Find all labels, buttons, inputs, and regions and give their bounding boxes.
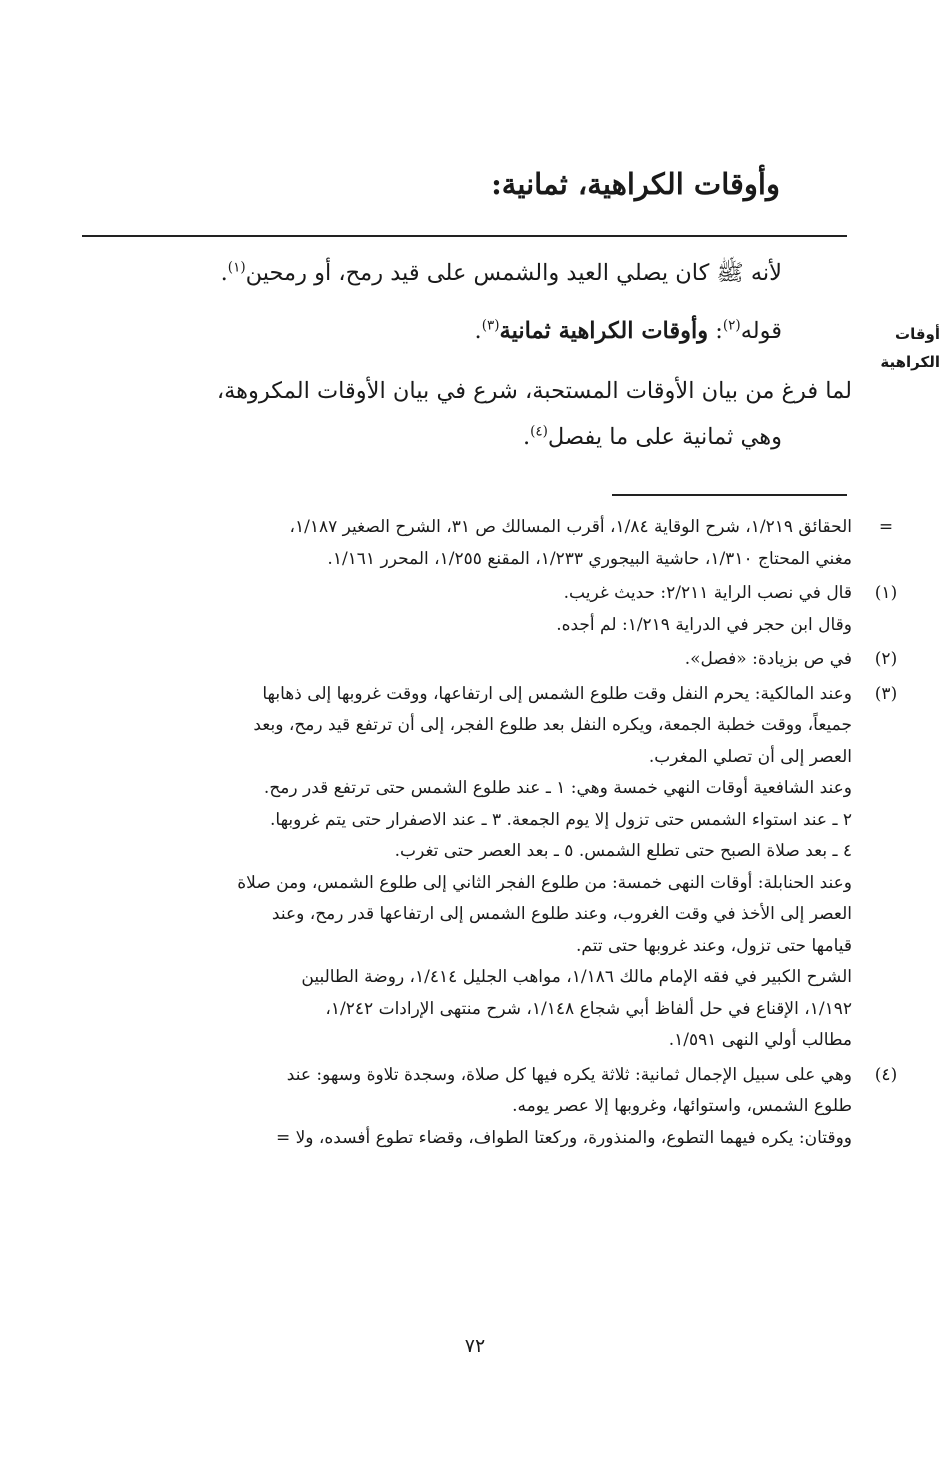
footnote-line: وعند المالكية: يحرم النفل وقت طلوع الشمس إلى ارتفاعها، ووقت غروبها إلى ذهابها: [262, 683, 852, 704]
footnote-4: [78, 1060, 898, 1155]
margin-label-line2: الكراهية: [880, 353, 940, 371]
footnote-line: ٤ ـ بعد صلاة الصبح حتى تطلع الشمس. ٥ ـ بعد العصر حتى تغرب.: [394, 841, 852, 861]
quote-prefix: قوله: [740, 318, 782, 344]
paragraph-text: وهي ثمانية على ما يفصل: [547, 424, 782, 450]
footnote-line: قال في نصب الراية ٢/٢١١: حديث غريب.: [563, 583, 852, 603]
footnote-separator-rule: [612, 494, 847, 496]
footnote-ref: (٢): [722, 317, 741, 334]
paragraph-end: .: [474, 318, 482, 344]
footnote-line: جميعاً، ووقت خطبة الجمعة، ويكره النفل بعد طلوع الفجر، إلى أن ترتفع قيد رمح، وبعد: [253, 715, 852, 735]
commentary-paragraph-3-line1: لما فرغ من بيان الأوقات المستحبة، شرع في بيان الأوقات المكروهة،: [216, 378, 852, 404]
footnote-line: وهي على سبيل الإجمال ثمانية: ثلاثة يكره فيها كل صلاة، وسجدة تلاوة وسهو: عند: [286, 1064, 852, 1085]
footnote-number: (١): [874, 583, 898, 603]
footnote-2: [78, 644, 898, 676]
continuation-marker: =: [878, 517, 894, 537]
matn-heading: وأوقات الكراهية، ثمانية:: [491, 167, 780, 201]
footnote-line: ووقتان: يكره فيهما التطوع، والمنذورة، وركعتا الطواف، وقضاء تطوع أفسده، ولا =: [275, 1127, 852, 1148]
paragraph-end: .: [220, 260, 228, 286]
commentary-body: [100, 250, 852, 460]
footnote-line: وقال ابن حجر في الدراية ١/٢١٩: لم أجده.: [556, 614, 852, 635]
footnote-ref: (١): [227, 259, 246, 276]
page-number: ٧٢: [464, 1335, 486, 1357]
footnote-number: (٤): [874, 1064, 898, 1085]
footnote-line: العصر إلى الأخذ في وقت الغروب، وعند طلوع الشمس إلى ارتفاعها قدر رمح، وعند: [271, 904, 852, 924]
commentary-paragraph-1: [100, 250, 782, 296]
footnote-line: العصر إلى أن تصلي المغرب.: [648, 746, 852, 767]
footnote-1: [78, 578, 898, 641]
footnote-line: وعند الشافعية أوقات النهي خمسة وهي: ١ ـ عند طلوع الشمس حتى ترتفع قدر رمح.: [263, 778, 852, 798]
footnote-line: في ص بزيادة: «فصل».: [684, 649, 852, 669]
footnote-continuation: [78, 512, 894, 575]
paragraph-text: لأنه ﷺ كان يصلي العيد والشمس على قيد رمح، أو رمحين: [245, 260, 782, 286]
footnote-line: مطالب أولي النهى ١/٥٩١.: [668, 1030, 852, 1050]
commentary-paragraph-3-line2: [100, 414, 782, 460]
footnote-line: الشرح الكبير في فقه الإمام مالك ١/١٨٦، مواهب الجليل ١/٤١٤، روضة الطالبين: [301, 967, 852, 987]
footnote-ref: (٤): [530, 423, 548, 440]
footnotes: [78, 512, 898, 1154]
matn-separator-rule: [82, 235, 847, 237]
paragraph-end: .: [522, 424, 531, 450]
quoted-matn: وأوقات الكراهية ثمانية: [499, 318, 709, 344]
footnote-ref: (٣): [481, 317, 500, 334]
footnote-line: الحقائق ١/٢١٩، شرح الوقاية ١/٨٤، أقرب المسالك ص ٣١، الشرح الصغير ١/١٨٧،: [289, 517, 852, 537]
footnote-3: [78, 679, 898, 1057]
footnote-line: ١/١٩٢، الإقناع في حل ألفاظ أبي شجاع ١/١٤٨، شرح منتهى الإرادات ١/٢٤٢،: [325, 998, 852, 1019]
footnote-line: قيامها حتى تزول، وعند غروبها حتى تتم.: [576, 935, 852, 956]
footnote-line: طلوع الشمس، واستوائها، وغروبها إلا عصر يومه.: [512, 1096, 852, 1116]
footnote-number: (٣): [874, 683, 898, 704]
footnote-number: (٢): [874, 649, 898, 669]
colon: :: [708, 318, 723, 344]
margin-topic-label: [880, 320, 940, 376]
margin-label-line1: أوقات: [895, 325, 940, 343]
footnote-line: ٢ ـ عند استواء الشمس حتى تزول إلا يوم الجمعة. ٣ ـ عند الاصفرار حتى يتم غروبها.: [269, 809, 852, 830]
commentary-paragraph-2: [100, 308, 782, 354]
footnote-line: مغني المحتاج ١/٣١٠، حاشية البيجوري ١/٢٣٣، المقنع ١/٢٥٥، المحرر ١/١٦١.: [327, 548, 852, 569]
footnote-line: وعند الحنابلة: أوقات النهى خمسة: من طلوع الفجر الثاني إلى طلوع الشمس، ومن صلاة: [237, 872, 852, 893]
